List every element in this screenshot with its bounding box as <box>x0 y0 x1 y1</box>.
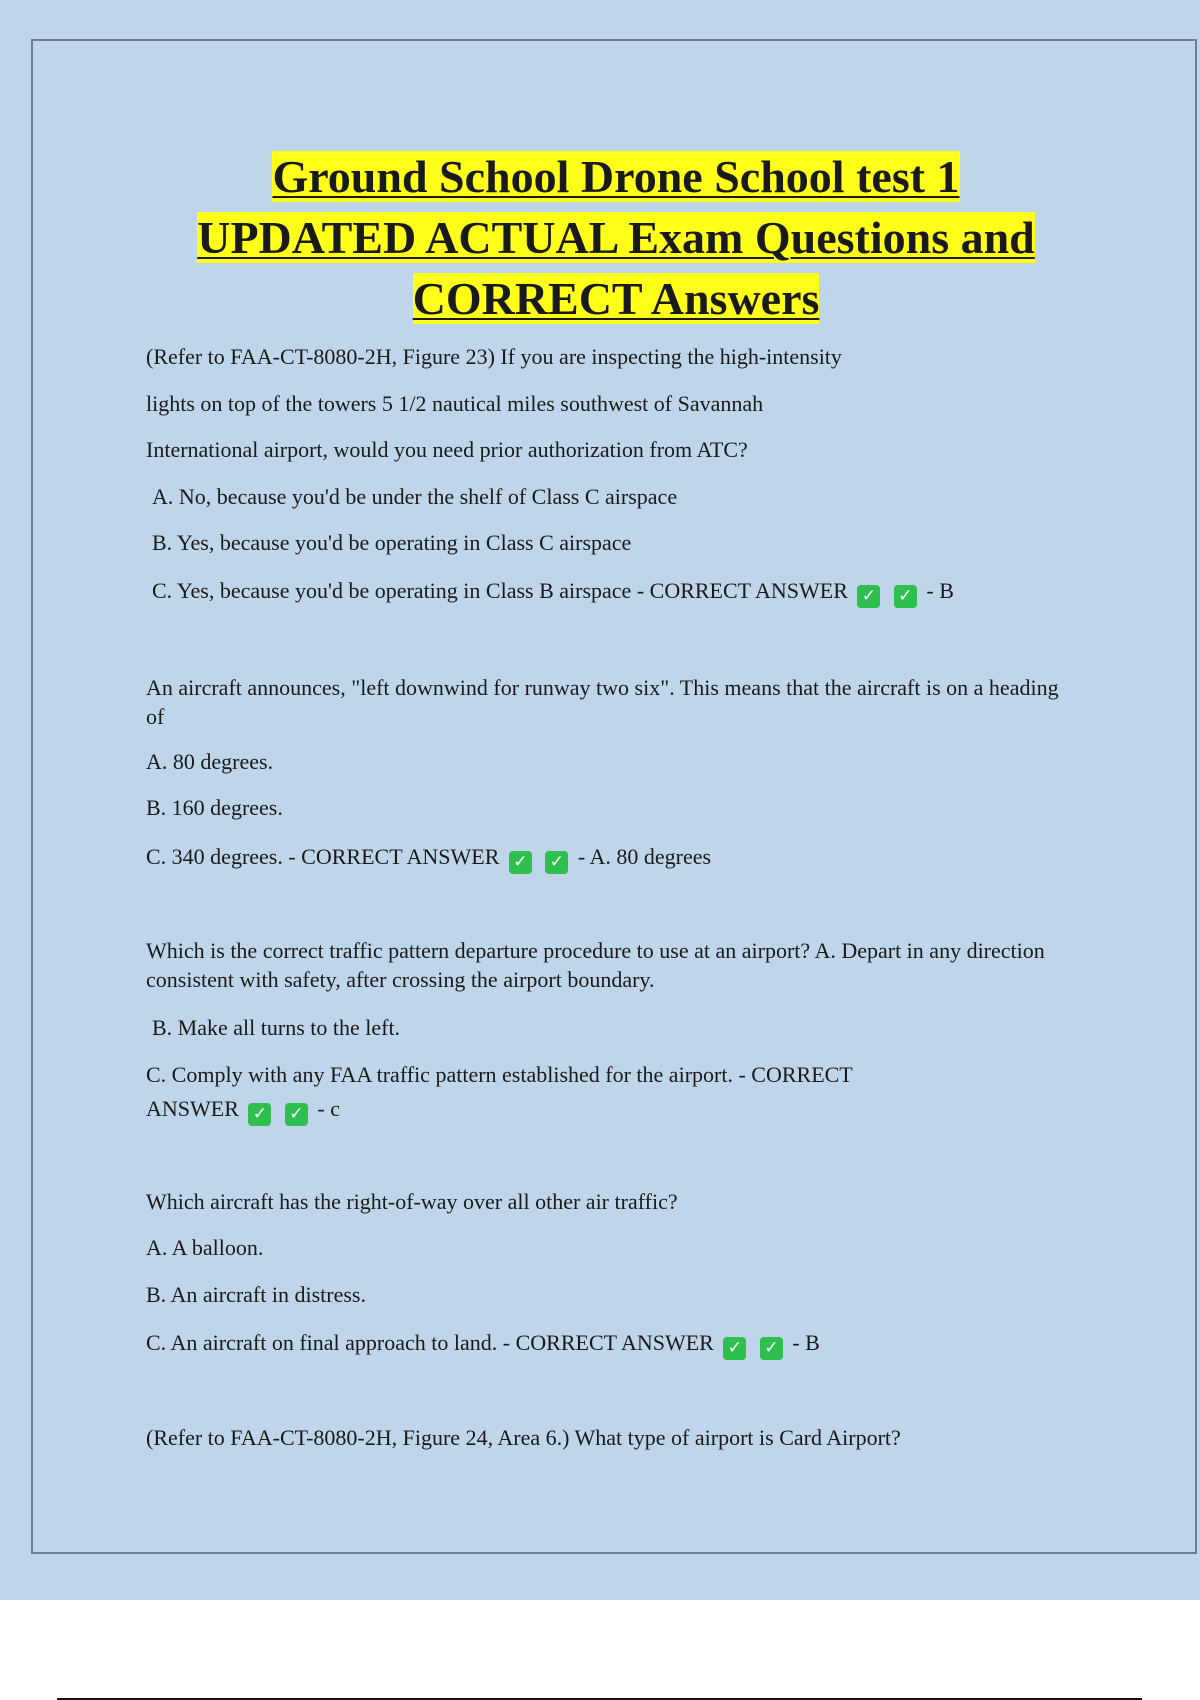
check-mark-icon: ✓ <box>760 1337 783 1360</box>
question-1-option-b: B. Yes, because you'd be operating in Class C airspace <box>152 530 632 555</box>
question-1-stem-line-2: lights on top of the towers 5 1/2 nautical miles southwest of Savannah <box>146 391 764 416</box>
check-mark-icon: ✓ <box>894 585 917 608</box>
question-1-option-a: A. No, because you'd be under the shelf of Class C airspace <box>152 484 678 509</box>
question-2-stem: An aircraft announces, "left downwind for runway two six". This means that the aircraft is on a heading of <box>146 675 1059 729</box>
question-2-option-c-text: C. 340 degrees. - CORRECT ANSWER <box>146 844 500 869</box>
question-4-option-b: B. An aircraft in distress. <box>146 1282 366 1307</box>
question-2-option-a: A. 80 degrees. <box>146 749 274 774</box>
question-3-option-c: C. Comply with any FAA traffic pattern established for the airport. - CORRECT <box>146 1062 853 1087</box>
check-mark-icon: ✓ <box>723 1337 746 1360</box>
question-2-answer: - A. 80 degrees <box>577 844 712 869</box>
question-1-stem-line-1: (Refer to FAA-CT-8080-2H, Figure 23) If you are inspecting the high-intensity <box>146 344 842 369</box>
question-3-option-c-text-cont: ANSWER <box>146 1096 239 1121</box>
question-4-stem: Which aircraft has the right-of-way over all other air traffic? <box>146 1189 678 1214</box>
question-1-stem-line-3: International airport, would you need prior authorization from ATC? <box>146 437 748 462</box>
check-mark-icon: ✓ <box>285 1103 308 1126</box>
check-mark-icon: ✓ <box>857 585 880 608</box>
title-line-2: UPDATED ACTUAL Exam Questions and <box>197 212 1035 263</box>
question-2-option-c <box>146 844 711 874</box>
question-3-option-c-cont <box>146 1096 340 1126</box>
check-mark-icon: ✓ <box>545 851 568 874</box>
question-4-option-a: A. A balloon. <box>146 1235 264 1260</box>
document-title <box>0 146 1200 329</box>
question-3-option-b: B. Make all turns to the left. <box>152 1015 401 1040</box>
question-3-answer: - c <box>317 1096 340 1121</box>
title-line-3: CORRECT Answers <box>412 273 820 324</box>
question-5-stem: (Refer to FAA-CT-8080-2H, Figure 24, Area 6.) What type of airport is Card Airport? <box>146 1425 901 1450</box>
check-mark-icon: ✓ <box>248 1103 271 1126</box>
question-1-option-c <box>152 578 954 608</box>
question-3-stem: Which is the correct traffic pattern departure procedure to use at an airport? A. Depart in any direction consistent with safety, after crossing the airport boundary. <box>146 938 1045 992</box>
title-line-1: Ground School Drone School test 1 <box>272 151 960 202</box>
check-mark-icon: ✓ <box>509 851 532 874</box>
question-4-option-c <box>146 1330 820 1360</box>
question-2-option-b: B. 160 degrees. <box>146 795 283 820</box>
question-1-option-c-text: C. Yes, because you'd be operating in Class B airspace - CORRECT ANSWER <box>152 578 848 603</box>
question-4-answer: - B <box>792 1330 820 1355</box>
question-1-answer: - B <box>926 578 954 603</box>
question-4-option-c-text: C. An aircraft on final approach to land. - CORRECT ANSWER <box>146 1330 714 1355</box>
